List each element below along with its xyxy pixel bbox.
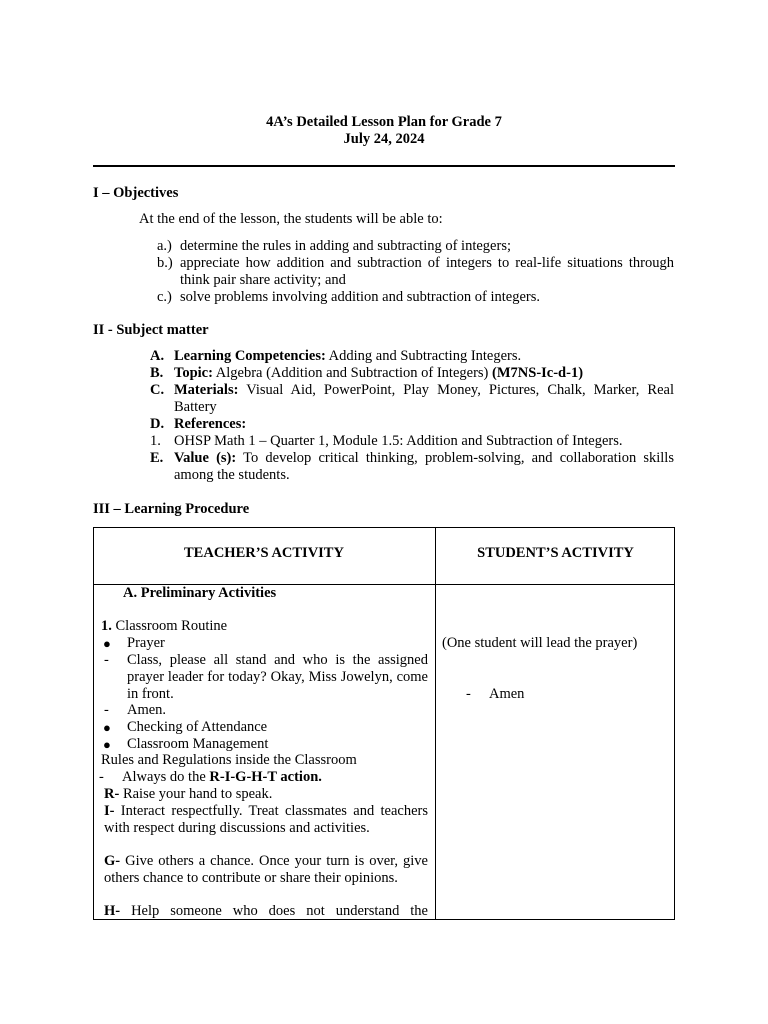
topic-item bbox=[174, 365, 674, 382]
prayer-response: (One student will lead the prayer) bbox=[442, 635, 638, 651]
objectives-intro: At the end of the lesson, the students will be able to: bbox=[139, 211, 443, 227]
routine-label: Classroom Routine bbox=[115, 618, 228, 634]
rule-g bbox=[104, 853, 428, 887]
reference-1-marker: 1. bbox=[150, 433, 161, 449]
value-marker: E. bbox=[150, 450, 164, 466]
value-label: Value (s): bbox=[174, 450, 237, 466]
bullet-icon: ● bbox=[103, 737, 111, 752]
competencies-text: Adding and Subtracting Integers. bbox=[328, 348, 522, 364]
dash-marker: - bbox=[99, 769, 104, 785]
value-text: To develop critical thinking, problem-solving, and collaboration skills among the students. bbox=[174, 450, 674, 483]
stand-instruction: Class, please all stand and who is the assigned prayer leader for today? Okay, Miss Jowelyn, come in front. bbox=[127, 652, 428, 702]
right-action-line bbox=[122, 769, 322, 786]
preliminary-activities-heading: A. Preliminary Activities bbox=[123, 585, 277, 601]
bullet-icon: ● bbox=[103, 636, 111, 651]
rule-i-text: Interact respectfully. Treat classmates and teachers with respect during discussions and activities. bbox=[104, 803, 428, 836]
rules-heading: Rules and Regulations inside the Classroom bbox=[101, 752, 357, 768]
value-item bbox=[174, 450, 674, 484]
objective-marker-b: b.) bbox=[157, 255, 173, 271]
materials-marker: C. bbox=[150, 382, 165, 398]
objective-marker-c: c.) bbox=[157, 289, 172, 305]
rule-h-text: Help someone who does not understand the bbox=[131, 903, 428, 919]
always-prefix: Always do the bbox=[122, 769, 206, 785]
amen-item: Amen. bbox=[127, 702, 167, 718]
objective-item-c: solve problems involving addition and subtraction of integers. bbox=[180, 289, 541, 305]
reference-1-text: OHSP Math 1 – Quarter 1, Module 1.5: Addition and Subtraction of Integers. bbox=[174, 433, 623, 449]
rule-r-text: Raise your hand to speak. bbox=[122, 786, 273, 802]
rule-i bbox=[104, 803, 428, 837]
right-action-acronym: R-I-G-H-T action. bbox=[209, 769, 322, 785]
references-label: References: bbox=[174, 416, 247, 432]
table-column-divider bbox=[435, 527, 436, 920]
attendance-item: Checking of Attendance bbox=[127, 719, 268, 735]
references-marker: D. bbox=[150, 416, 165, 432]
competencies-marker: A. bbox=[150, 348, 165, 364]
dash-marker: - bbox=[104, 652, 109, 668]
objectives-heading: I – Objectives bbox=[93, 185, 179, 201]
materials-text: Visual Aid, PowerPoint, Play Money, Pictures, Chalk, Marker, Real Battery bbox=[174, 382, 674, 415]
objective-item-b: appreciate how addition and subtraction of integers to real-life situations through think pair share activity; and bbox=[180, 255, 674, 288]
objective-marker-a: a.) bbox=[157, 238, 172, 254]
rule-g-label: G- bbox=[104, 853, 121, 869]
dash-marker: - bbox=[466, 686, 471, 702]
rule-g-text: Give others a chance. Once your turn is over, give others chance to contribute or share their opinions. bbox=[104, 853, 428, 886]
competencies-item bbox=[174, 348, 674, 365]
rule-h bbox=[104, 903, 428, 920]
topic-marker: B. bbox=[150, 365, 164, 381]
student-activity-header: STUDENT’S ACTIVITY bbox=[477, 545, 634, 561]
header-divider bbox=[93, 165, 675, 167]
procedure-heading: III – Learning Procedure bbox=[93, 501, 250, 517]
routine-number: 1. bbox=[101, 618, 112, 634]
rule-r-label: R- bbox=[104, 786, 120, 802]
prayer-item: Prayer bbox=[127, 635, 165, 651]
topic-code: (M7NS-Ic-d-1) bbox=[492, 365, 584, 381]
management-item: Classroom Management bbox=[127, 736, 269, 752]
topic-text: Algebra (Addition and Subtraction of Integers) bbox=[215, 365, 489, 381]
teacher-activity-header: TEACHER’S ACTIVITY bbox=[184, 545, 344, 561]
objective-item-a: determine the rules in adding and subtracting of integers; bbox=[180, 238, 511, 254]
document-date: July 24, 2024 bbox=[343, 131, 425, 147]
rule-i-label: I- bbox=[104, 803, 115, 819]
bullet-icon: ● bbox=[103, 720, 111, 735]
topic-label: Topic: bbox=[174, 365, 213, 381]
rule-h-label: H- bbox=[104, 903, 121, 919]
classroom-routine bbox=[101, 618, 227, 635]
student-amen: Amen bbox=[489, 686, 525, 702]
dash-marker: - bbox=[104, 702, 109, 718]
rule-r bbox=[104, 786, 272, 803]
materials-item bbox=[174, 382, 674, 416]
subject-matter-heading: II - Subject matter bbox=[93, 322, 209, 338]
document-title: 4A’s Detailed Lesson Plan for Grade 7 bbox=[266, 114, 502, 130]
competencies-label: Learning Competencies: bbox=[174, 348, 326, 364]
materials-label: Materials: bbox=[174, 382, 239, 398]
